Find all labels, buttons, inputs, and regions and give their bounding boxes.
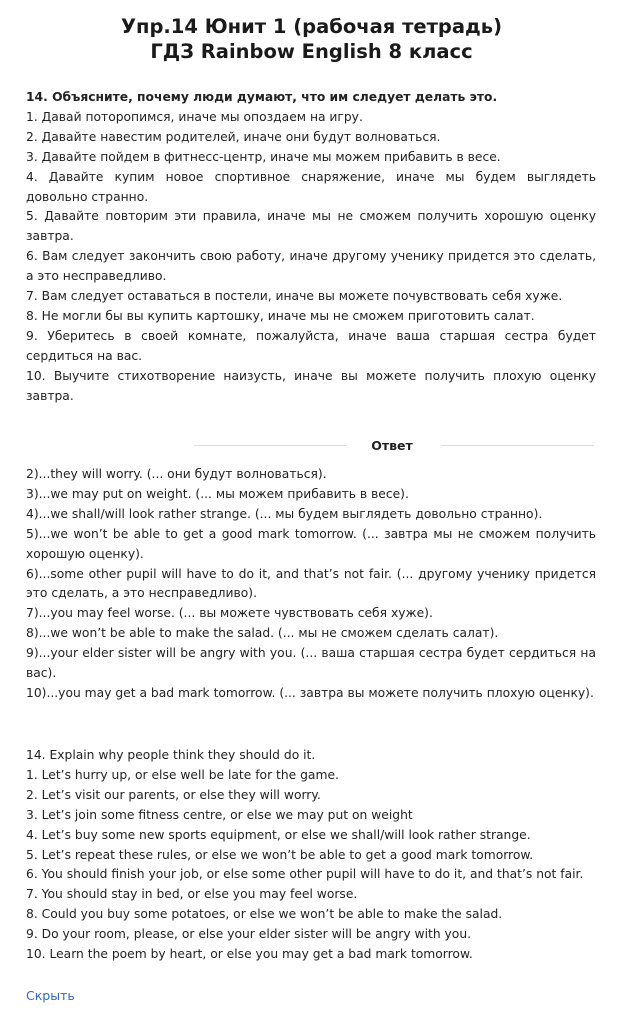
- page-title-line2: ГДЗ Rainbow English 8 класс: [150, 40, 473, 63]
- english-item: 3. Let’s join some fitness centre, or else we may put on weight: [26, 807, 413, 822]
- task-item: 4. Давайте купим новое спортивное снаряжение, иначе мы будем выглядеть довольно странно.: [26, 169, 596, 204]
- english-heading: 14. Explain why people think they should do it.: [26, 748, 316, 762]
- answer-section: [26, 465, 596, 704]
- english-item: 10. Learn the poem by heart, or else you may get a bad mark tomorrow.: [26, 947, 473, 962]
- english-item: 8. Could you buy some potatoes, or else we won’t be able to make the salad.: [26, 907, 503, 922]
- english-item: 9. Do your room, please, or else your elder sister will be angry with you.: [26, 927, 472, 942]
- english-item: 5. Let’s repeat these rules, or else we won’t be able to get a good mark tomorrow.: [26, 847, 534, 862]
- task-item: 6. Вам следует закончить свою работу, иначе другому ученику придется это сделать, а это несправедливо.: [26, 249, 596, 284]
- task-item: 5. Давайте повторим эти правила, иначе мы не сможем получить хорошую оценку завтра.: [26, 209, 596, 244]
- english-item: 6. You should finish your job, or else some other pupil will have to do it, and that’s not fair.: [26, 867, 584, 882]
- answer-item: 3)...we may put on weight. (... мы можем прибавить в весе).: [26, 486, 409, 501]
- page-title: [0, 14, 623, 64]
- task-item: 1. Давай поторопимся, иначе мы опоздаем на игру.: [26, 109, 363, 124]
- answer-item: 8)...we won’t be able to make the salad. (... мы не сможем сделать салат).: [26, 626, 499, 641]
- english-section: [26, 746, 598, 965]
- page-title-line1: Упр.14 Юнит 1 (рабочая тетрадь): [120, 15, 503, 38]
- task-section: [26, 88, 596, 407]
- answer-item: 5)...we won’t be able to get a good mark tomorrow. (... завтра мы не сможем получить хорошую оценку).: [26, 526, 596, 561]
- english-item: 4. Let’s buy some new sports equipment, or else we shall/will look rather strange.: [26, 827, 531, 842]
- answer-item: 6)...some other pupil will have to do it, and that’s not fair. (... другому ученику придется это сделать, а это несправедливо).: [26, 566, 596, 601]
- answer-item: 4)...we shall/will look rather strange. (... мы будем выглядеть довольно странно).: [26, 506, 543, 521]
- task-item: 7. Вам следует оставаться в постели, иначе вы можете почувствовать себя хуже.: [26, 289, 563, 304]
- divider-line-left: [194, 445, 347, 446]
- answer-item: 2)...they will worry. (... они будут волноваться).: [26, 467, 327, 481]
- english-item: 2. Let’s visit our parents, or else they will worry.: [26, 787, 321, 802]
- divider-line-right: [441, 445, 594, 446]
- answer-item: 7)...you may feel worse. (... вы можете чувствовать себя хуже).: [26, 606, 433, 621]
- answer-divider: [194, 435, 594, 455]
- task-heading: 14. Объясните, почему люди думают, что им следует делать это.: [26, 90, 498, 104]
- task-item: 8. Не могли бы вы купить картошку, иначе мы не сможем приготовить салат.: [26, 308, 535, 323]
- task-item: 9. Уберитесь в своей комнате, пожалуйста, иначе ваша старшая сестра будет сердиться на вас.: [26, 328, 596, 363]
- task-item: 2. Давайте навестим родителей, иначе они будут волноваться.: [26, 129, 441, 144]
- answer-label: Ответ: [371, 437, 413, 453]
- answer-item: 9)...your elder sister will be angry with you. (... ваша старшая сестра будет сердиться на вас).: [26, 646, 596, 681]
- hide-link[interactable]: Скрыть: [26, 988, 75, 1003]
- task-item: 10. Выучите стихотворение наизусть, иначе вы можете получить плохую оценку завтра.: [26, 368, 596, 403]
- task-item: 3. Давайте пойдем в фитнесс-центр, иначе мы можем прибавить в весе.: [26, 149, 501, 164]
- answer-item: 10)...you may get a bad mark tomorrow. (... завтра вы можете получить плохую оценку).: [26, 685, 594, 700]
- english-item: 7. You should stay in bed, or else you may feel worse.: [26, 887, 358, 902]
- english-item: 1. Let’s hurry up, or else well be late for the game.: [26, 767, 339, 782]
